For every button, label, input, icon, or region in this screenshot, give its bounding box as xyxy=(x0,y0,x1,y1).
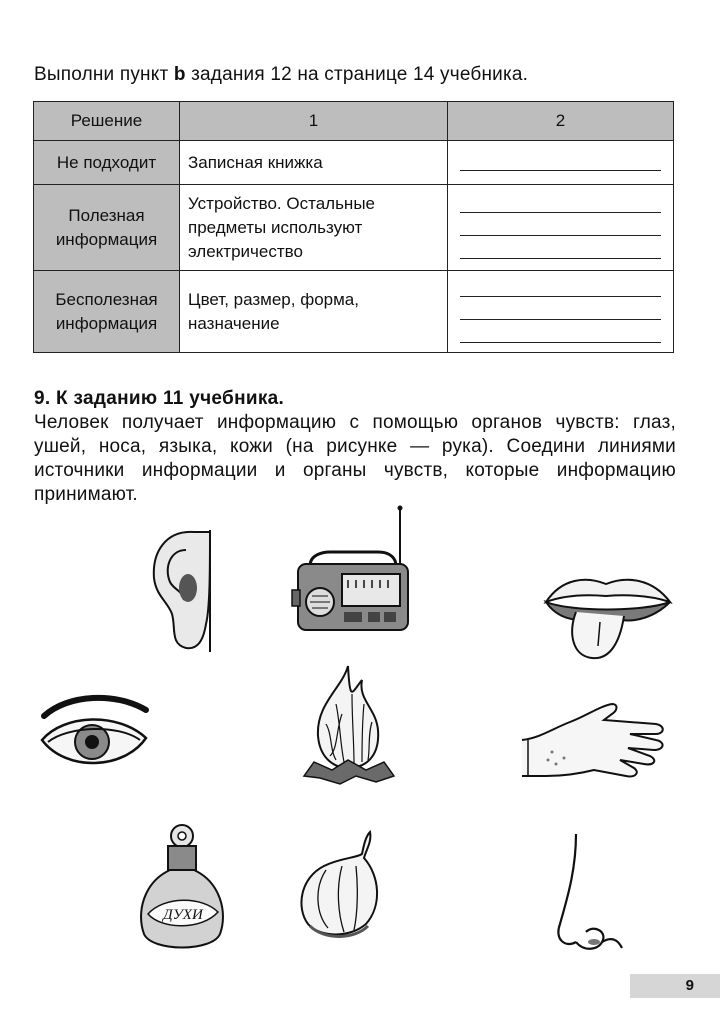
radio-icon[interactable] xyxy=(290,504,414,634)
solution-table xyxy=(33,101,674,353)
answer-line[interactable] xyxy=(460,274,661,297)
ear-icon[interactable] xyxy=(148,528,218,652)
table-row xyxy=(34,141,674,185)
answer-line[interactable] xyxy=(460,236,661,259)
intro-part2: задания 12 на странице 14 учебника. xyxy=(185,64,529,85)
table-header-row xyxy=(34,102,674,141)
table-row xyxy=(34,185,674,271)
answer-cell-useless[interactable] xyxy=(448,271,674,353)
row-label-not-fit: Не подходит xyxy=(34,141,180,185)
row-not-fit-col1: Записная книжка xyxy=(180,141,448,185)
answer-line[interactable] xyxy=(460,213,661,236)
task-text: Человек получает информацию с помощью органов чувств: глаз, ушей, носа, языка, кожи (на рисунке — рука). Соедини линиями источники информации и органы чувств, которые информацию принимают. xyxy=(34,412,676,505)
task-title: 9. К заданию 11 учебника. xyxy=(34,388,285,409)
answer-line[interactable] xyxy=(460,320,661,343)
intro-bold-letter: b xyxy=(173,64,186,85)
intro-instruction xyxy=(34,64,714,86)
answer-cell-not-fit[interactable] xyxy=(448,141,674,185)
answer-cell-useful[interactable] xyxy=(448,185,674,271)
nose-icon[interactable] xyxy=(546,832,646,956)
header-col-2: 2 xyxy=(448,102,674,141)
row-useless-col1: Цвет, размер, форма, назначение xyxy=(180,271,448,353)
answer-line[interactable] xyxy=(460,148,661,171)
fire-icon[interactable] xyxy=(296,664,400,788)
answer-line[interactable] xyxy=(460,297,661,320)
answer-line[interactable] xyxy=(460,190,661,213)
hand-icon[interactable] xyxy=(520,700,666,784)
page-number: 9 xyxy=(630,974,720,998)
eye-icon[interactable] xyxy=(38,692,150,776)
tongue-icon[interactable] xyxy=(542,572,674,662)
row-label-useless: Бесполезная информация xyxy=(34,271,180,353)
table-row xyxy=(34,271,674,353)
perfume-label: ДУХИ xyxy=(163,907,203,923)
header-solution: Решение xyxy=(34,102,180,141)
row-label-useful: Полезная информация xyxy=(34,185,180,271)
perfume-icon[interactable] xyxy=(134,822,230,956)
header-col-1: 1 xyxy=(180,102,448,141)
intro-part1: Выполни пункт xyxy=(34,64,174,85)
garlic-icon[interactable] xyxy=(296,828,384,940)
row-useful-col1: Устройство. Остальные предметы используют электричество xyxy=(180,185,448,271)
